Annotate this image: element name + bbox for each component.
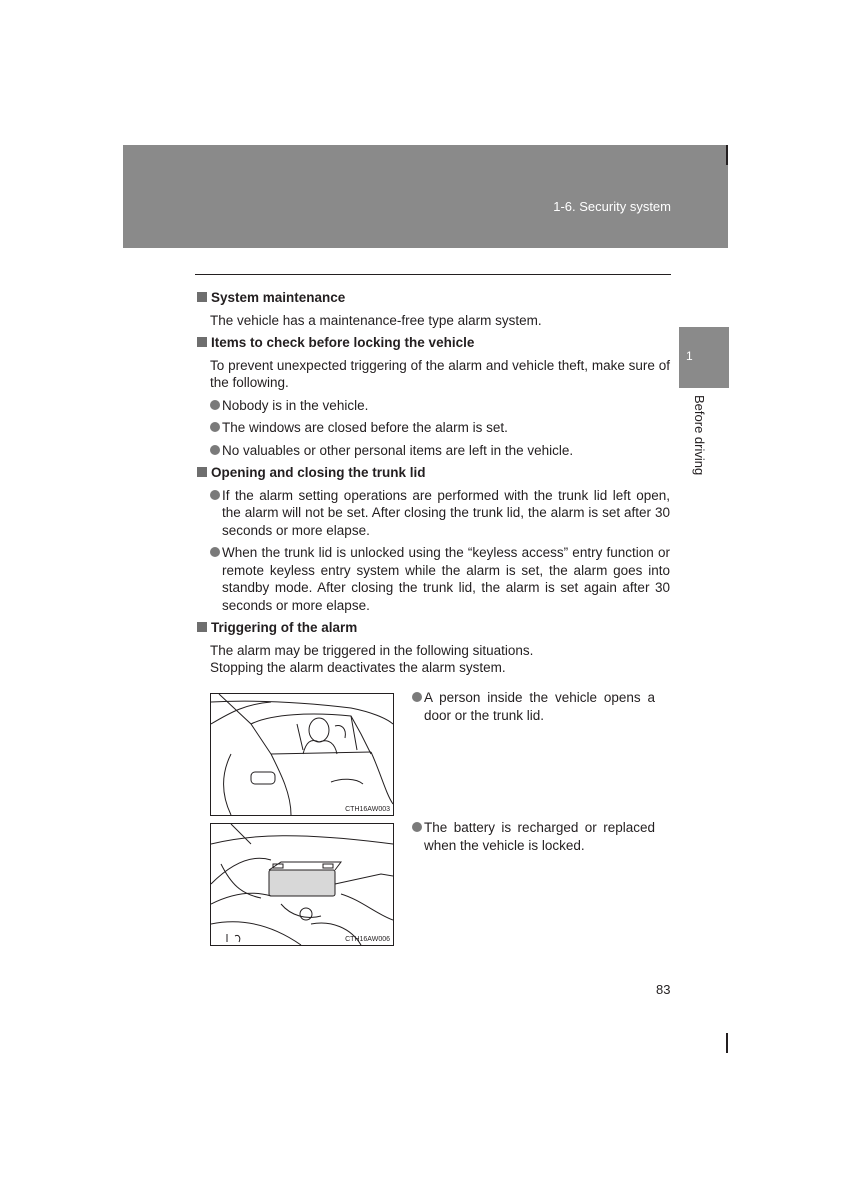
header-band xyxy=(123,145,728,248)
header-rule xyxy=(195,274,671,275)
circle-bullet-icon xyxy=(210,422,220,432)
square-bullet-icon xyxy=(197,337,207,347)
square-bullet-icon xyxy=(197,622,207,632)
car-door-illustration xyxy=(211,694,393,815)
figure-caption-2: The battery is recharged or replaced when the vehicle is locked. xyxy=(412,819,655,854)
heading-items-check: Items to check before locking the vehicle xyxy=(195,334,670,352)
figure-caption-1: A person inside the vehicle opens a door or the trunk lid. xyxy=(412,689,655,724)
heading-trunk-lid: Opening and closing the trunk lid xyxy=(195,464,670,482)
list-item: The windows are closed before the alarm is set. xyxy=(210,419,670,437)
page-number: 83 xyxy=(656,982,671,997)
circle-bullet-icon xyxy=(412,692,422,702)
chapter-tab xyxy=(679,327,729,388)
figure-person-in-car xyxy=(210,693,394,816)
battery-illustration xyxy=(211,824,393,945)
figure-code: CTH16AW006 xyxy=(345,936,390,943)
circle-bullet-icon xyxy=(210,400,220,410)
section-title: 1-6. Security system xyxy=(553,199,671,214)
figure-code: CTH16AW003 xyxy=(345,806,390,813)
list-item: When the trunk lid is unlocked using the “keyless access” entry function or remote keyless entry system while the alarm is set, the alarm goes into standby mode. After closing the trunk lid, the alarm is set again after 30 seconds or more elapse. xyxy=(210,544,670,614)
figure-battery xyxy=(210,823,394,946)
square-bullet-icon xyxy=(197,467,207,477)
chapter-number: 1 xyxy=(686,349,693,363)
heading-system-maintenance: System maintenance xyxy=(195,289,670,307)
maintenance-text: The vehicle has a maintenance-free type alarm system. xyxy=(210,312,542,328)
heading-triggering: Triggering of the alarm xyxy=(195,619,670,637)
list-item: No valuables or other personal items are left in the vehicle. xyxy=(210,442,670,460)
square-bullet-icon xyxy=(197,292,207,302)
circle-bullet-icon xyxy=(210,490,220,500)
items-check-intro: To prevent unexpected triggering of the alarm and vehicle theft, make sure of the following. xyxy=(210,357,670,390)
circle-bullet-icon xyxy=(210,445,220,455)
triggering-line-1: The alarm may be triggered in the following situations. xyxy=(210,642,534,658)
list-item: Nobody is in the vehicle. xyxy=(210,397,670,415)
chapter-label: Before driving xyxy=(692,395,707,476)
triggering-line-2: Stopping the alarm deactivates the alarm system. xyxy=(210,660,506,675)
crop-mark-bottom xyxy=(726,1033,728,1053)
circle-bullet-icon xyxy=(210,547,220,557)
crop-mark-top xyxy=(726,145,728,165)
list-item: If the alarm setting operations are performed with the trunk lid left open, the alarm will not be set. After closing the trunk lid, the alarm is set after 30 seconds or more elapse. xyxy=(210,487,670,540)
main-content xyxy=(195,289,670,682)
circle-bullet-icon xyxy=(412,822,422,832)
